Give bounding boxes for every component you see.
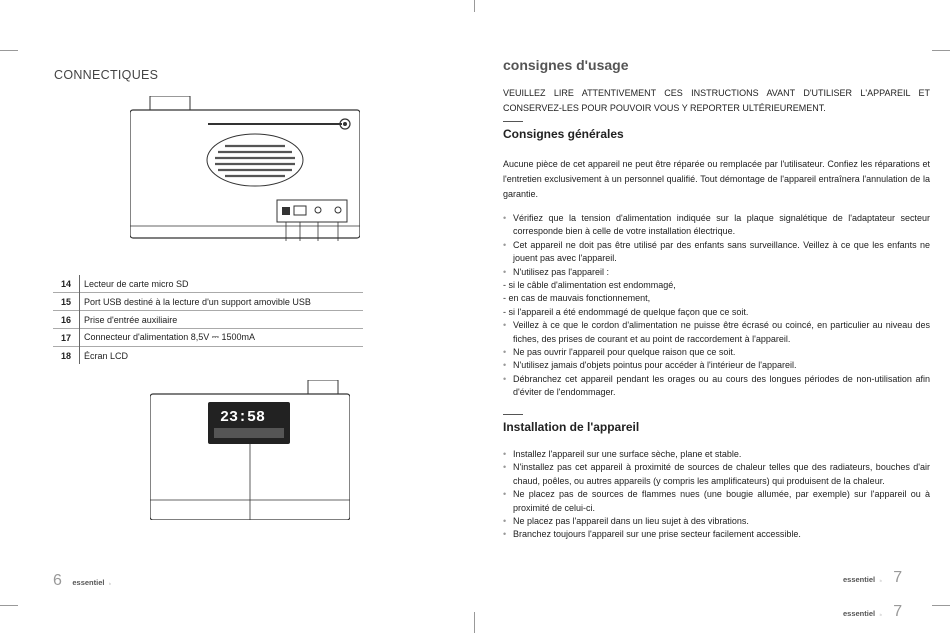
connector-label: Écran LCD <box>84 350 129 361</box>
page-number: 7 <box>893 603 903 620</box>
connector-label: Port USB destiné à la lecture d'un support amovible USB <box>84 296 311 307</box>
list-item: • Débranchez cet appareil pendant les orages ou au cours des longues périodes de non-utilisation afin d'éviter de l'endommager. <box>503 373 930 400</box>
list-item: • Branchez toujours l'appareil sur une prise secteur facilement accessible. <box>503 528 930 541</box>
list-item: • Cet appareil ne doit pas être utilisé par des enfants sans surveillance. Veillez à ce que les enfants ne jouent pas avec l'appareil. <box>503 239 930 266</box>
connector-number: 14 <box>53 275 80 293</box>
list-item: • Vérifiez que la tension d'alimentation indiquée sur la plaque signalétique de l'adaptateur secteur corresponde bien à celle de votre installation électrique. <box>503 212 930 239</box>
connector-number: 18 <box>53 347 80 365</box>
list-item: • Ne placez pas de sources de flammes nues (une bougie allumée, par exemple) sur l'appareil ou à proximité de celui-ci. <box>503 488 930 515</box>
general-list <box>503 212 930 400</box>
radio-rear-illustration <box>130 96 360 241</box>
page-number: 7 <box>893 569 903 586</box>
connector-label: Lecteur de carte micro SD <box>84 278 189 289</box>
list-item: • N'utilisez pas l'appareil : <box>503 266 930 279</box>
list-item: • N'installez pas cet appareil à proximité de sources de chaleur telles que des radiateurs, bouches d'air chaud, poêles, ou autres appareils (y compris les amplificateurs) qui produisent de la chaleur. <box>503 461 930 488</box>
table-row <box>53 275 363 293</box>
general-text: Aucune pièce de cet appareil ne peut être réparée ou remplacée par l'utilisateur. Confiez les réparations et l'entretien exclusivement à un personnel qualifié. Tout démontage de l'appareil entraînera l'annulation de la garantie. <box>503 159 930 199</box>
section-heading-installation: Installation de l'appareil <box>503 420 640 434</box>
connector-label: Prise d'entrée auxiliaire <box>84 314 178 325</box>
brand-sub: b <box>108 581 113 586</box>
table-row <box>53 329 363 347</box>
installation-list <box>503 448 930 542</box>
list-item: - si le câble d'alimentation est endommagé, <box>503 280 676 291</box>
connector-number: 17 <box>53 329 80 347</box>
connector-number: 15 <box>53 293 80 311</box>
connector-label: Connecteur d'alimentation 8,5V ⎓ 1500mA <box>84 332 256 342</box>
list-item: • Ne placez pas l'appareil dans un lieu sujet à des vibrations. <box>503 515 930 528</box>
page-footer <box>843 569 902 587</box>
connector-number: 16 <box>53 311 80 329</box>
page-footer <box>53 572 112 590</box>
table-row <box>53 293 363 311</box>
table-row <box>53 311 363 329</box>
brand-sub: b <box>879 578 883 583</box>
list-item: • Installez l'appareil sur une surface sèche, plane et stable. <box>503 448 930 461</box>
brand-logo: essentiel <box>843 575 876 584</box>
brand-logo: essentiel <box>72 578 105 587</box>
page-number: 6 <box>53 572 62 589</box>
intro-text: VEUILLEZ LIRE ATTENTIVEMENT CES INSTRUCTIONS AVANT D'UTILISER L'APPAREIL ET CONSERVEZ-LES POUR POUVOIR VOUS Y REPORTER ULTÉRIEUREMENT. <box>503 88 930 113</box>
list-item: - si l'appareil a été endommagé de quelque façon que ce soit. <box>503 306 749 317</box>
section-title: CONNECTIQUES <box>54 68 159 82</box>
radio-front-illustration <box>150 380 350 520</box>
table-row <box>53 347 363 365</box>
list-item: - en cas de mauvais fonctionnement, <box>503 293 651 304</box>
page-footer-duplicate <box>843 603 902 621</box>
page-title: consignes d'usage <box>503 57 629 73</box>
brand-sub: b <box>879 612 883 617</box>
right-page <box>475 0 950 633</box>
list-item: • Ne pas ouvrir l'appareil pour quelque raison que ce soit. <box>503 346 930 359</box>
brand-logo: essentiel <box>843 609 876 618</box>
connectors-table <box>53 275 363 364</box>
lcd-time: 23:58 <box>220 409 266 426</box>
section-heading-general: Consignes générales <box>503 127 624 141</box>
list-item: • N'utilisez jamais d'objets pointus pour accéder à l'intérieur de l'appareil. <box>503 359 930 372</box>
list-item: • Veillez à ce que le cordon d'alimentation ne puisse être écrasé ou coincé, en particulier au niveau des fiches, des prises de courant et au point de raccordement à l'appareil. <box>503 319 930 346</box>
